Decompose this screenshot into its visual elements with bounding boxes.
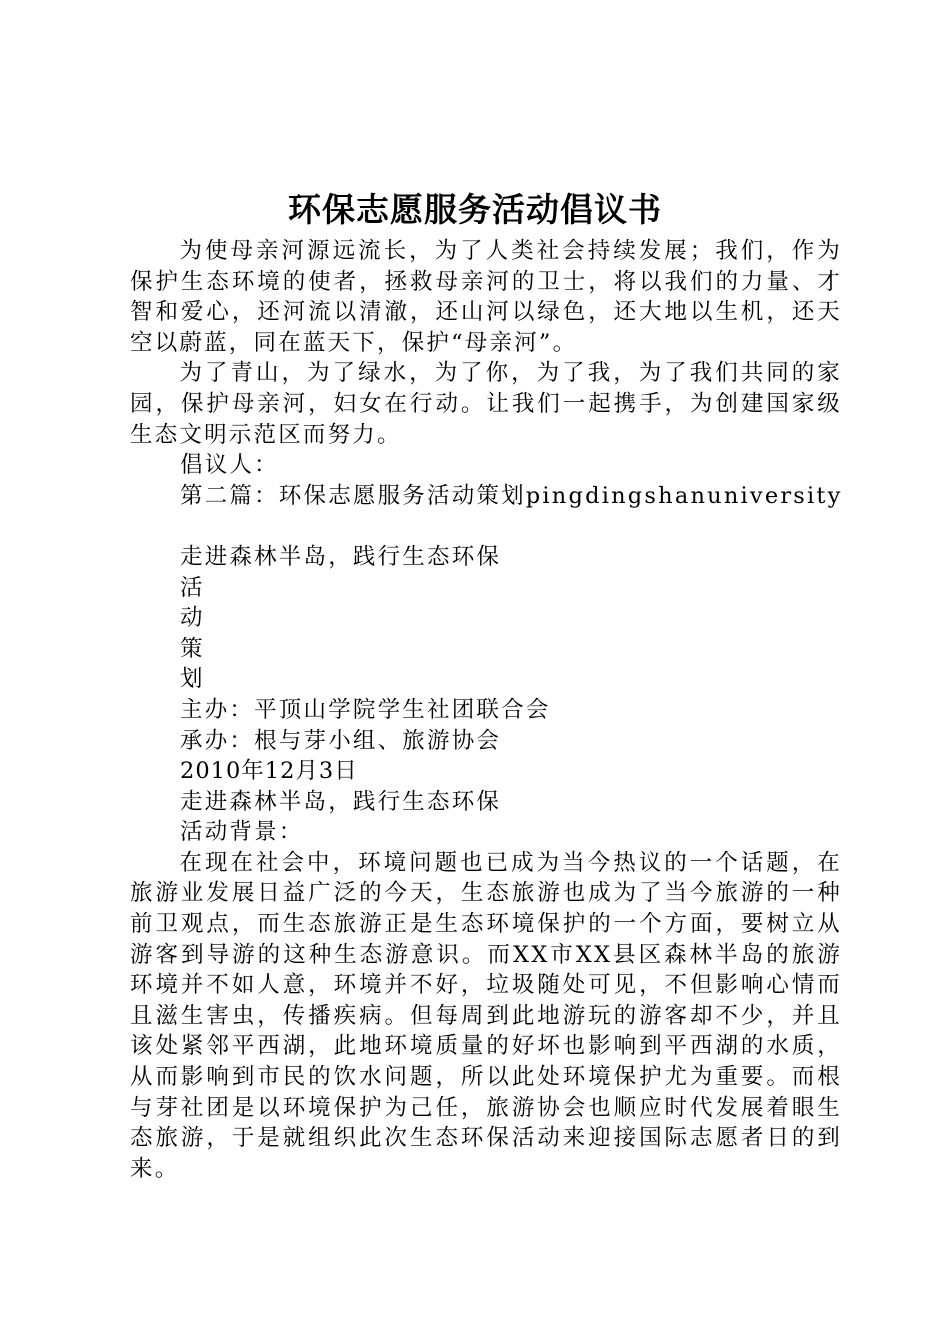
organizer-line: 主办：平顶山学院学生社团联合会 [180,696,551,723]
document-body [130,236,842,1184]
co-organizer-line: 承办：根与芽小组、旅游协会 [180,727,502,754]
paragraph-call-to-action: 为了青山，为了绿水，为了你，为了我，为了我们共同的家园，保护母亲河，妇女在行动。让我们一起携手，为创建国家级生态文明示范区而努力。 [130,360,842,448]
cover-title: 走进森林半岛，践行生态环保 [180,543,502,570]
date-line: 2010年12月3日 [180,758,358,785]
subtitle-line: 走进森林半岛，践行生态环保 [180,788,502,815]
paragraph-appeal: 为使母亲河源远流长，为了人类社会持续发展；我们，作为保护生态环境的使者，拯救母亲河的卫士，将以我们的力量、才智和爱心，还河流以清澈，还山河以绿色，还大地以生机，还天空以蔚蓝，同在蓝天下，保护“母亲河”。 [130,238,842,356]
cover-vertical-char: 活 [180,574,205,601]
blank-line [130,511,842,542]
section-heading: 第二篇：环保志愿服务活动策划pingdingshanuniversity [180,482,843,509]
cover-vertical-char: 策 [180,635,205,662]
document-title: 环保志愿服务活动倡议书 [288,190,662,229]
cover-vertical-char: 划 [180,666,205,693]
background-heading: 活动背景： [180,819,304,846]
initiator-label: 倡议人： [180,452,279,479]
paragraph-background: 在现在社会中，环境问题也已成为当今热议的一个话题，在旅游业发展日益广泛的今天，生态旅游也成为了当今旅游的一种前卫观点，而生态旅游正是生态环境保护的一个方面，要树立从游客到导游的这种生态游意识。而XX市XX县区森林半岛的旅游环境并不如人意，环境并不好，垃圾随处可见，不但影响心情而且滋生害虫，传播疾病。但每周到此地游玩的游客却不少，并且该处紧邻平西湖，此地环境质量的好坏也影响到平西湖的水质，从而影响到市民的饮水问题，所以此处环境保护尤为重要。而根与芽社团是以环境保护为己任，旅游协会也顺应时代发展着眼生态旅游，于是就组织此次生态环保活动来迎接国际志愿者日的到来。 [130,849,842,1182]
cover-vertical-char: 动 [180,605,205,632]
